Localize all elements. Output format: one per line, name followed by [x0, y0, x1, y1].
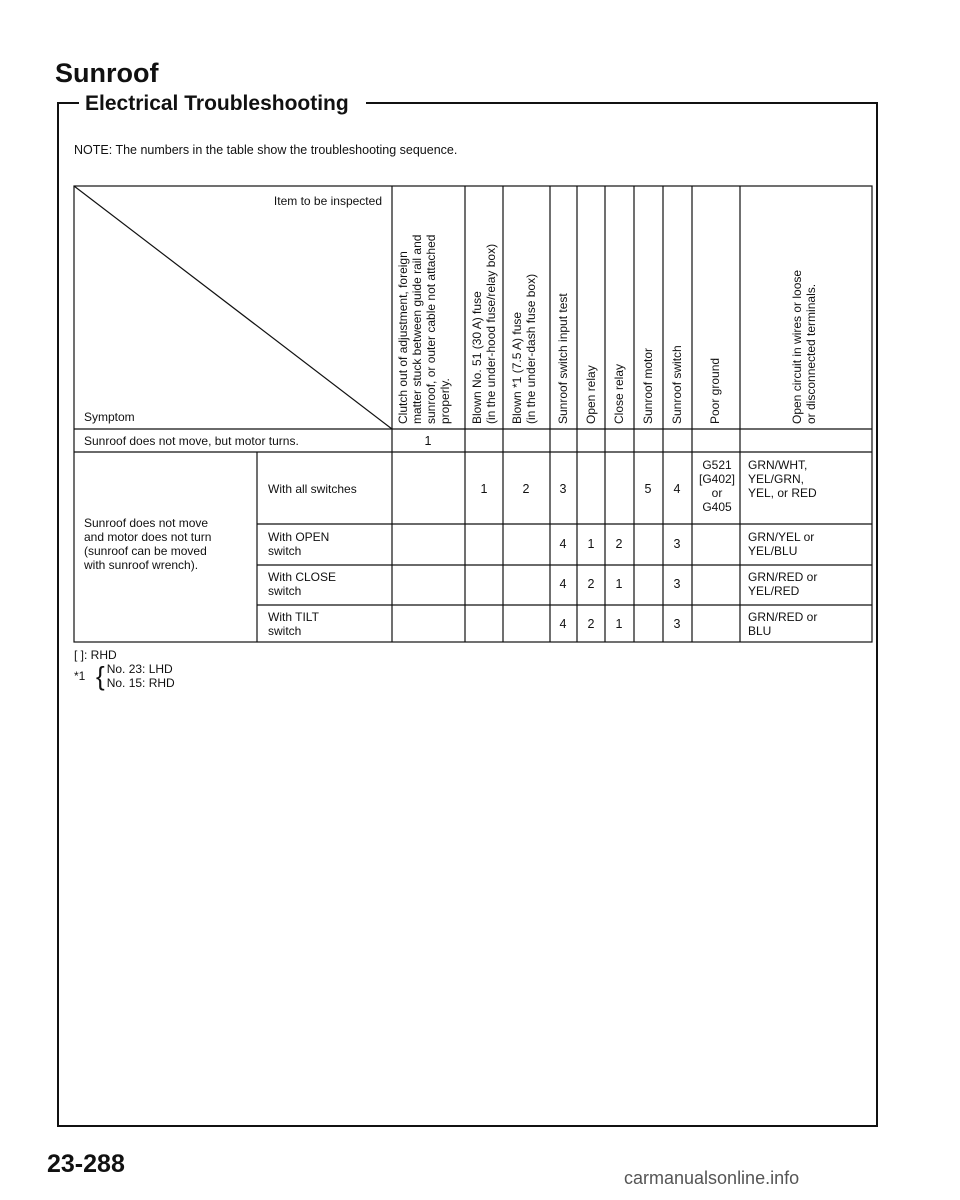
row1-value-clutch: 1 [424, 434, 432, 448]
subrow2-wires: GRN/YEL or YEL/BLU [748, 530, 815, 558]
subrow1-wires: GRN/WHT, YEL/GRN, YEL, or RED [748, 458, 817, 500]
footnote-fuse [74, 662, 175, 690]
subrow3-value-open-relay: 2 [587, 577, 595, 591]
subrow-label-tilt-switch: With TILT switch [268, 610, 319, 638]
page-number: 23-288 [47, 1150, 125, 1178]
corner-diagonal [74, 186, 392, 429]
col-header-fuse-51: Blown No. 51 (30 A) fuse (in the under-hood fuse/relay box) [470, 243, 498, 424]
page-title: Sunroof [55, 58, 159, 88]
footnotes [74, 648, 175, 690]
watermark: carmanualsonline.info [624, 1168, 800, 1188]
col-header-open-relay: Open relay [584, 365, 598, 424]
section-subtitle: Electrical Troubleshooting [85, 92, 349, 115]
table-note: NOTE: The numbers in the table show the troubleshooting sequence. [74, 143, 458, 157]
subrow-label-open-switch: With OPEN switch [268, 530, 330, 558]
corner-item-label: Item to be inspected [273, 194, 382, 208]
subrow1-value-fuse-star1: 2 [522, 482, 530, 496]
subrow4-value-open-relay: 2 [587, 617, 595, 631]
subrow2-value-open-relay: 1 [587, 537, 595, 551]
footnote-brace-icon: { [96, 661, 105, 691]
footnote-rhd: [ ]: RHD [74, 648, 117, 662]
col-header-clutch: Clutch out of adjustment, foreign matter stuck between guide rail and sunroof, or outer cable not attached properly. [396, 234, 452, 424]
subrow-label-all-switches: With all switches [268, 482, 357, 496]
group-symptom: Sunroof does not move and motor does not turn (sunroof can be moved with sunroof wrench). [84, 516, 212, 572]
subrow3-wires: GRN/RED or YEL/RED [748, 570, 818, 598]
subrow4-value-switch: 3 [673, 617, 681, 631]
row1-symptom: Sunroof does not move, but motor turns. [84, 434, 299, 448]
footnote-marker: *1 [74, 669, 86, 683]
col-header-sunroof-switch: Sunroof switch [670, 345, 684, 424]
col-header-close-relay: Close relay [612, 363, 626, 424]
footnote-fuse-lines: No. 23: LHD No. 15: RHD [106, 662, 175, 690]
subrow4-value-input-test: 4 [559, 617, 567, 631]
subrow3-value-close-relay: 1 [615, 577, 623, 591]
col-header-open-circuit: Open circuit in wires or loose or disconnected terminals. [790, 269, 818, 424]
subrow-label-close-switch: With CLOSE switch [268, 570, 337, 598]
subrow4-wires: GRN/RED or BLU [748, 610, 818, 638]
subrow3-value-switch: 3 [673, 577, 681, 591]
subrow3-value-input-test: 4 [559, 577, 567, 591]
subrow1-value-switch: 4 [673, 482, 681, 496]
subrow1-value-input-test: 3 [559, 482, 567, 496]
col-header-sunroof-motor: Sunroof motor [641, 347, 655, 424]
col-header-switch-input-test: Sunroof switch input test [556, 293, 570, 424]
subrow4-value-close-relay: 1 [615, 617, 623, 631]
subrow1-value-motor: 5 [644, 482, 652, 496]
corner-symptom-label: Symptom [84, 410, 135, 424]
subrow2-value-close-relay: 2 [615, 537, 623, 551]
subrow2-value-switch: 3 [673, 537, 681, 551]
subrow1-value-fuse51: 1 [480, 482, 488, 496]
subrow1-ground: G521 [G402] or G405 [698, 458, 736, 514]
subrow2-value-input-test: 4 [559, 537, 567, 551]
col-header-poor-ground: Poor ground [708, 357, 722, 424]
col-header-fuse-star1: Blown *1 (7.5 A) fuse (in the under-dash fuse box) [510, 273, 538, 424]
